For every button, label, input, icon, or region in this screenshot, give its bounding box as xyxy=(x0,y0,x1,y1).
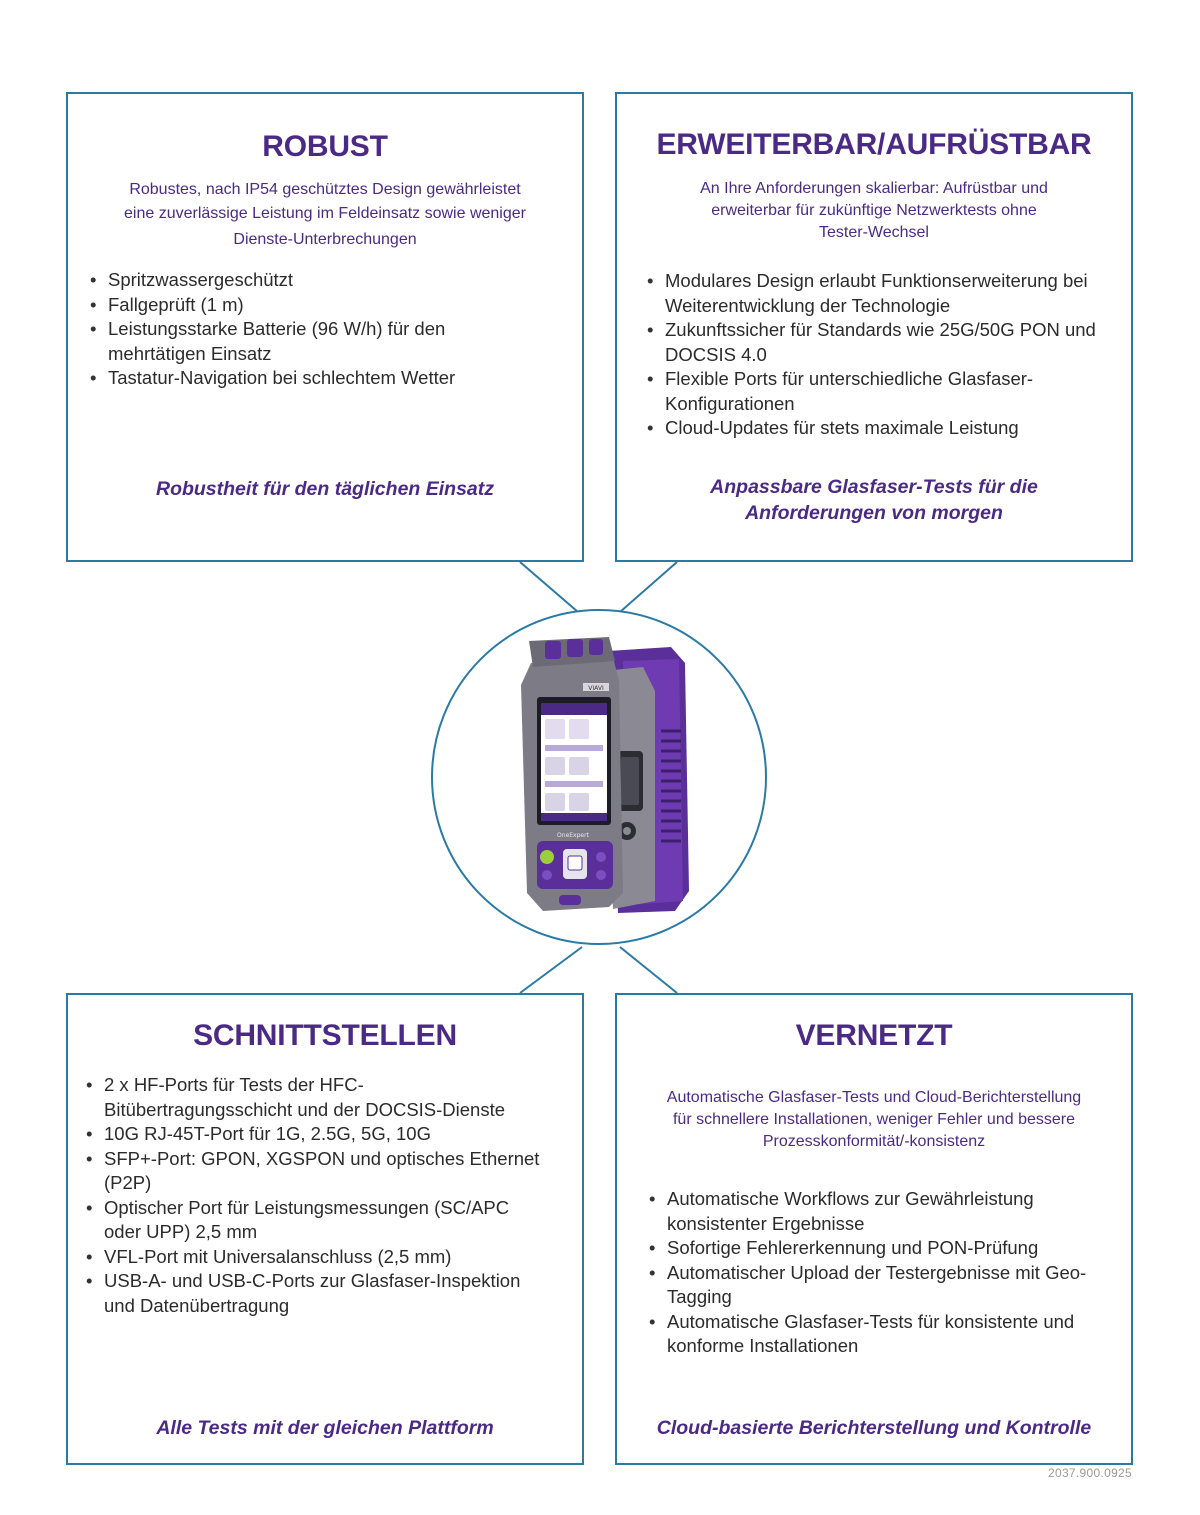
feature-list xyxy=(647,269,1115,441)
list-item: • Automatische Workflows zur Gewährleistung konsistenter Ergebnisse xyxy=(649,1187,1091,1236)
list-item: • VFL-Port mit Universalanschluss (2,5 mm) xyxy=(86,1245,548,1270)
panel-tagline: Robustheit für den täglichen Einsatz xyxy=(155,478,495,500)
tagline-line: Anpassbare Glasfaser-Tests für die xyxy=(710,476,1038,498)
list-item: • SFP+-Port: GPON, XGSPON und optisches Ethernet (P2P) xyxy=(86,1147,548,1196)
panel-title: ERWEITERBAR/AUFRÜSTBAR xyxy=(656,128,1092,161)
subtitle-line: Automatische Glasfaser-Tests und Cloud-Berichterstellung xyxy=(666,1089,1082,1106)
tagline-line: Anforderungen von morgen xyxy=(745,502,1003,524)
subtitle-line: Dienste-Unterbrechungen xyxy=(233,231,417,248)
document-code: 2037.900.0925 xyxy=(1048,1466,1132,1480)
device-brand: VIAVI xyxy=(588,685,604,692)
list-item: • Tastatur-Navigation bei schlechtem Wetter xyxy=(90,366,522,391)
panel-tagline xyxy=(637,474,1111,526)
list-item: • Spritzwassergeschützt xyxy=(90,268,522,293)
feature-list xyxy=(90,268,522,391)
panel-erweiterbar xyxy=(615,92,1133,562)
subtitle-line: An Ihre Anforderungen skalierbar: Aufrüstbar und xyxy=(700,180,1048,197)
panel-tagline: Alle Tests mit der gleichen Plattform xyxy=(156,1417,494,1439)
list-item: • Leistungsstarke Batterie (96 W/h) für den mehrtätigen Einsatz xyxy=(90,317,522,366)
panel-title: SCHNITTSTELLEN xyxy=(193,1019,457,1052)
panel-subtitle xyxy=(647,178,1101,244)
subtitle-line: erweiterbar für zukünftige Netzwerktests ohne xyxy=(711,202,1037,219)
panel-title: VERNETZT xyxy=(795,1019,953,1052)
feature-list xyxy=(86,1073,548,1318)
subtitle-line: Tester-Wechsel xyxy=(819,224,929,241)
list-item: • Automatische Glasfaser-Tests für konsistente und konforme Installationen xyxy=(649,1310,1091,1359)
list-item: • Automatischer Upload der Testergebnisse mit Geo-Tagging xyxy=(649,1261,1091,1310)
panel-tagline: Cloud-basierte Berichterstellung und Kontrolle xyxy=(656,1417,1092,1439)
feature-list xyxy=(649,1187,1091,1359)
list-item: • Modulares Design erlaubt Funktionserweiterung bei Weiterentwicklung der Technologie xyxy=(647,269,1115,318)
subtitle-line: Robustes, nach IP54 geschütztes Design gewährleistet xyxy=(129,181,521,198)
panel-title: ROBUST xyxy=(262,130,388,163)
list-item: • USB-A- und USB-C-Ports zur Glasfaser-Inspektion und Datenübertragung xyxy=(86,1269,548,1318)
handheld-tester-illustration xyxy=(433,611,767,945)
panel-robust xyxy=(66,92,584,562)
panel-vernetzt xyxy=(615,993,1133,1465)
list-item: • Optischer Port für Leistungsmessungen (SC/APC oder UPP) 2,5 mm xyxy=(86,1196,548,1245)
subtitle-line: für schnellere Installationen, weniger Fehler und bessere xyxy=(672,1111,1075,1128)
subtitle-line: Prozesskonformität/-konsistenz xyxy=(762,1133,986,1150)
subtitle-line: eine zuverlässige Leistung im Feldeinsatz sowie weniger xyxy=(124,205,526,222)
list-item: • Fallgeprüft (1 m) xyxy=(90,293,522,318)
list-item: • Cloud-Updates für stets maximale Leistung xyxy=(647,416,1115,441)
panel-subtitle xyxy=(98,178,552,252)
list-item: • Sofortige Fehlererkennung und PON-Prüfung xyxy=(649,1236,1091,1261)
device-model: OneExpert xyxy=(557,832,589,839)
list-item: • 2 x HF-Ports für Tests der HFC-Bitübertragungsschicht und der DOCSIS-Dienste xyxy=(86,1073,548,1122)
panel-subtitle xyxy=(631,1087,1117,1153)
list-item: • Zukunftssicher für Standards wie 25G/50G PON und DOCSIS 4.0 xyxy=(647,318,1115,367)
panel-schnittstellen xyxy=(66,993,584,1465)
list-item: • Flexible Ports für unterschiedliche Glasfaser-Konfigurationen xyxy=(647,367,1115,416)
device-image-frame xyxy=(431,609,767,945)
list-item: • 10G RJ-45T-Port für 1G, 2.5G, 5G, 10G xyxy=(86,1122,548,1147)
